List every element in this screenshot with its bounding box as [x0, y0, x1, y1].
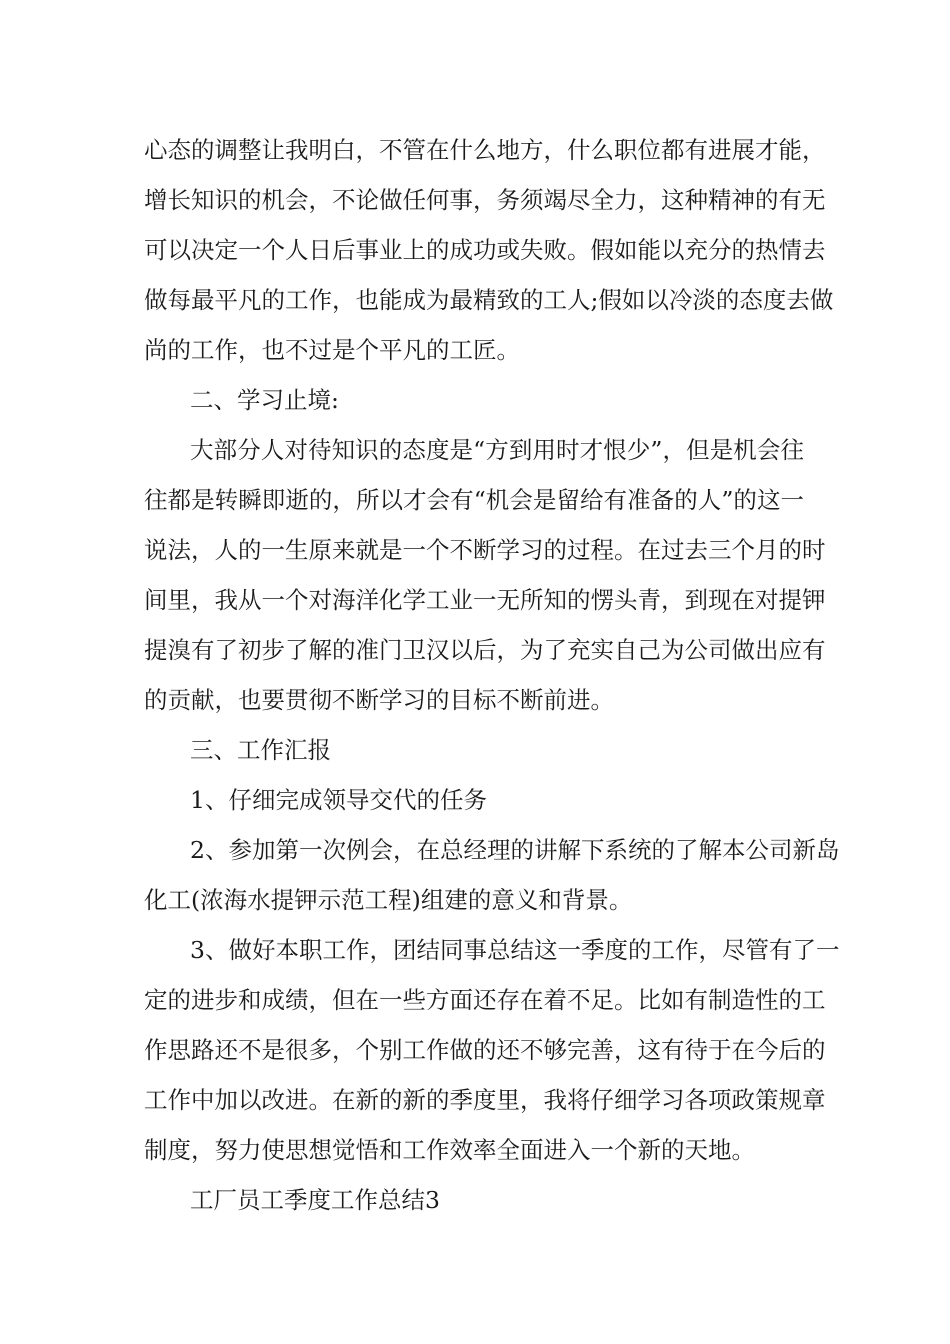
section-heading: [0, 382, 950, 418]
line-text: 定的进步和成绩，但在一些方面还存在着不足。比如有制造性的工: [144, 986, 826, 1014]
section-title-text: 工厂员工季度工作总结3: [190, 1186, 440, 1214]
text-line: [0, 582, 950, 618]
text-line: [0, 282, 950, 318]
line-text: 工作中加以改进。在新的新的季度里，我将仔细学习各项政策规章: [144, 1086, 826, 1114]
line-text: 作思路还不是很多，个别工作做的还不够完善，这有待于在今后的: [144, 1036, 826, 1064]
section-heading: [0, 732, 950, 768]
line-text: 心态的调整让我明白，不管在什么地方，什么职位都有进展才能，: [144, 136, 826, 164]
text-line: [0, 1082, 950, 1118]
text-line: [0, 1132, 950, 1168]
text-line: [0, 682, 950, 718]
heading-text: 三、工作汇报: [190, 736, 331, 764]
text-line: [0, 482, 950, 518]
line-text: 可以决定一个人日后事业上的成功或失败。假如能以充分的热情去: [144, 236, 826, 264]
line-text: 间里，我从一个对海洋化学工业一无所知的愣头青，到现在对提钾: [144, 586, 826, 614]
line-text: 制度，努力使思想觉悟和工作效率全面进入一个新的天地。: [144, 1136, 755, 1164]
line-text: 做每最平凡的工作，也能成为最精致的工人;假如以冷淡的态度去做: [144, 286, 834, 314]
list-item: [0, 782, 950, 818]
text-line: [0, 1032, 950, 1068]
line-text: 增长知识的机会，不论做任何事，务须竭尽全力，这种精神的有无: [144, 186, 826, 214]
line-text: 大部分人对待知识的态度是“方到用时才恨少”，但是机会往: [190, 436, 804, 464]
text-line: [0, 882, 950, 918]
text-line: [0, 332, 950, 368]
list-item-text: 1、仔细完成领导交代的任务: [190, 786, 487, 814]
list-item: [0, 932, 950, 968]
line-text: 说法，人的一生原来就是一个不断学习的过程。在过去三个月的时: [144, 536, 826, 564]
text-line: [0, 232, 950, 268]
line-text: 提溴有了初步了解的准门卫汉以后，为了充实自己为公司做出应有: [144, 636, 826, 664]
text-line: [0, 982, 950, 1018]
text-line: [0, 432, 950, 468]
text-line: [0, 132, 950, 168]
line-text: 尚的工作，也不过是个平凡的工匠。: [144, 336, 520, 364]
line-text: 化工(浓海水提钾示范工程)组建的意义和背景。: [144, 886, 633, 914]
heading-text: 二、学习止境:: [190, 386, 339, 414]
line-text: 的贡献，也要贯彻不断学习的目标不断前进。: [144, 686, 614, 714]
list-item-text: 3、做好本职工作，团结同事总结这一季度的工作，尽管有了一: [190, 936, 840, 964]
list-item: [0, 832, 950, 868]
text-line: [0, 632, 950, 668]
list-item-text: 2、参加第一次例会，在总经理的讲解下系统的了解本公司新岛: [190, 836, 840, 864]
section-title: [0, 1182, 950, 1218]
line-text: 往都是转瞬即逝的，所以才会有“机会是留给有准备的人”的这一: [144, 486, 804, 514]
text-line: [0, 182, 950, 218]
text-line: [0, 532, 950, 568]
